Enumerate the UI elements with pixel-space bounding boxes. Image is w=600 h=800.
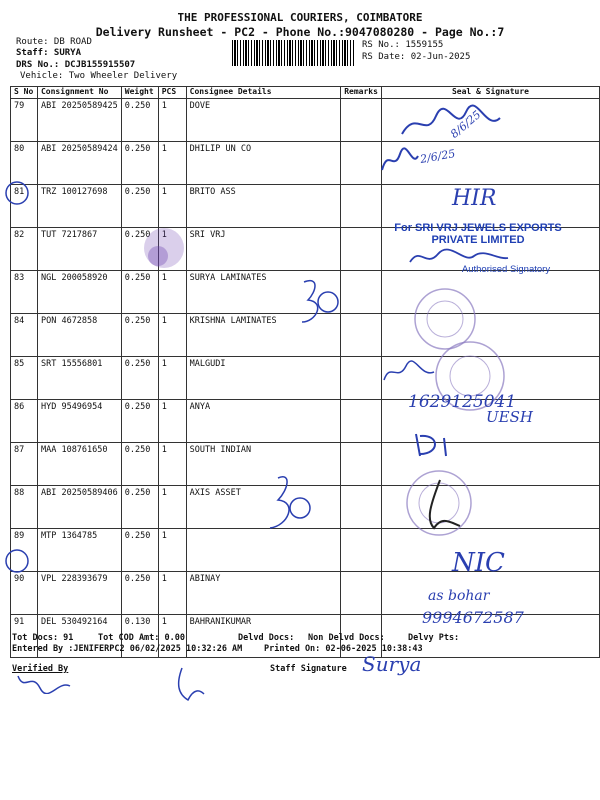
staff-signature-handwriting: Surya: [362, 652, 422, 676]
cell-consignee: ANYA: [186, 400, 341, 443]
route: Route: DB ROAD: [16, 37, 92, 47]
vehicle: Vehicle: Two Wheeler Delivery: [20, 71, 178, 81]
row84-signature-icon: [296, 272, 356, 332]
cell-consignee: SURYA LAMINATES: [186, 271, 341, 314]
total-cod: Tot COD Amt: 0.00: [98, 633, 185, 643]
row86-phone-handwriting: 1629125041: [408, 392, 517, 412]
table-header-row: [11, 87, 600, 99]
cell-consignee: SRI VRJ: [186, 228, 341, 271]
cell-consignee: KRISHNA LAMINATES: [186, 314, 341, 357]
cell-pcs: 1: [158, 572, 186, 615]
row91-name-handwriting: as bohar: [428, 588, 490, 604]
cell-cn: HYD 95496954: [37, 400, 121, 443]
cell-weight: 0.250: [121, 185, 158, 228]
ink-stamp-smudge-icon: [134, 218, 194, 278]
col-sno: S No: [11, 87, 38, 99]
cell-consignee: DOVE: [186, 99, 341, 142]
cell-pcs: 1: [158, 400, 186, 443]
cell-weight: 0.250: [121, 99, 158, 142]
cell-sno: 86: [11, 400, 38, 443]
cell-sno: 82: [11, 228, 38, 271]
cell-sno: 81: [11, 185, 38, 228]
cell-remarks: [341, 99, 382, 142]
cell-cn: NGL 200058920: [37, 271, 121, 314]
row90-circle-icon: [4, 548, 30, 574]
cell-sno: 91: [11, 615, 38, 658]
cell-remarks: [341, 185, 382, 228]
cell-pcs: 1: [158, 486, 186, 529]
cell-cn: PON 4672858: [37, 314, 121, 357]
cell-pcs: 1: [158, 271, 186, 314]
staff-signature-label: Staff Signature: [270, 664, 347, 674]
cell-cn: DEL 530492164: [37, 615, 121, 658]
col-remarks: Remarks: [341, 87, 382, 99]
row79-signature-icon: [396, 104, 506, 144]
cell-cn: TUT 7217867: [37, 228, 121, 271]
col-weight: Weight: [121, 87, 158, 99]
cell-sno: 88: [11, 486, 38, 529]
cell-weight: 0.250: [121, 486, 158, 529]
cell-pcs: 1: [158, 228, 186, 271]
cell-sno: 87: [11, 443, 38, 486]
cell-consignee: DHILIP UN CO: [186, 142, 341, 185]
cell-consignee: ABINAY: [186, 572, 341, 615]
cell-weight: 0.250: [121, 529, 158, 572]
cell-weight: 0.250: [121, 142, 158, 185]
cell-weight: 0.250: [121, 443, 158, 486]
col-pcs: PCS: [158, 87, 186, 99]
cell-consignee: MALGUDI: [186, 357, 341, 400]
col-consignment: Consignment No: [37, 87, 121, 99]
cell-consignee: BRITO ASS: [186, 185, 341, 228]
cell-weight: 0.250: [121, 314, 158, 357]
rs-date: RS Date: 02-Jun-2025: [362, 52, 471, 62]
cell-pcs: 1: [158, 314, 186, 357]
printed-on: Printed On: 02-06-2025 10:38:43: [264, 644, 423, 654]
company-title: THE PROFESSIONAL COURIERS, COIMBATORE: [177, 11, 423, 24]
cell-pcs: 1: [158, 142, 186, 185]
cell-cn: ABI 20250589406: [37, 486, 121, 529]
cell-pcs: 1: [158, 443, 186, 486]
cell-remarks: [341, 357, 382, 400]
cell-cn: ABI 20250589425: [37, 99, 121, 142]
row87-signature-icon: [410, 430, 470, 460]
drs-number: DRS No.: DCJB155915507: [16, 60, 136, 70]
cell-sno: 90: [11, 572, 38, 615]
row80-date-handwriting: 2/6/25: [419, 147, 457, 166]
cell-consignee: SOUTH INDIAN: [186, 443, 341, 486]
cell-pcs: 1: [158, 615, 186, 658]
cell-weight: 0.250: [121, 271, 158, 314]
delivery-points: Delvy Pts:: [408, 633, 460, 643]
row90-handwriting: NIC: [452, 548, 505, 578]
non-delivered-docs: Non Delvd Docs:: [308, 633, 385, 643]
verifier-signature-icon: [14, 670, 74, 694]
runsheet-table: [10, 86, 600, 658]
row81-handwriting: HIR: [452, 186, 497, 211]
cell-remarks: [341, 443, 382, 486]
cell-cn: ABI 20250589424: [37, 142, 121, 185]
cell-cn: SRT 15556801: [37, 357, 121, 400]
cell-weight: 0.130: [121, 615, 158, 658]
cell-remarks: [341, 486, 382, 529]
cell-sno: 85: [11, 357, 38, 400]
row89-signature-icon: [262, 470, 332, 540]
cell-pcs: 1: [158, 99, 186, 142]
cell-sno: 83: [11, 271, 38, 314]
barcode-icon: [232, 40, 354, 66]
runsheet-subtitle: Delivery Runsheet - PC2 - Phone No.:9047080280 - Page No.:7: [95, 25, 505, 39]
cell-cn: TRZ 100127698: [37, 185, 121, 228]
staff: Staff: SURYA: [16, 48, 82, 58]
stamp-company: For SRI VRJ JEWELS EXPORTS: [394, 222, 562, 234]
cell-cn: VPL 228393679: [37, 572, 121, 615]
cell-weight: 0.250: [121, 572, 158, 615]
verifier-second-signature-icon: [170, 664, 210, 704]
cell-cn: MAA 108761650: [37, 443, 121, 486]
row79-date-handwriting: 8/6/25: [447, 108, 484, 141]
cell-pcs: 1: [158, 357, 186, 400]
table-row: [11, 142, 600, 185]
row85-signature-icon: [380, 360, 440, 384]
delivered-docs: Delvd Docs:: [238, 633, 295, 643]
row86-name-handwriting: UESH: [486, 408, 533, 426]
table-row: [11, 99, 600, 142]
col-signature: Seal & Signature: [381, 87, 599, 99]
cell-remarks: [341, 529, 382, 572]
cell-sno: 84: [11, 314, 38, 357]
cell-weight: 0.250: [121, 228, 158, 271]
cell-remarks: [341, 400, 382, 443]
cell-remarks: [341, 142, 382, 185]
entered-by: Entered By :JENIFERPC2 06/02/2025 10:32:26 AM: [12, 644, 243, 654]
cell-sno: 79: [11, 99, 38, 142]
cell-consignee: BAHRANIKUMAR: [186, 615, 341, 658]
cell-weight: 0.250: [121, 357, 158, 400]
stamp-authorised: Authorised Signatory: [461, 264, 551, 275]
row81-circle-icon: [4, 180, 30, 206]
verified-by-label: Verified By: [12, 664, 69, 674]
cell-pcs: 1: [158, 529, 186, 572]
cell-weight: 0.250: [121, 400, 158, 443]
cell-sno: 80: [11, 142, 38, 185]
cell-cn: MTP 1364785: [37, 529, 121, 572]
cell-remarks: [341, 572, 382, 615]
stamp-company-line2: PRIVATE LIMITED: [431, 234, 525, 246]
row91-phone-handwriting: 9994672587: [422, 608, 524, 627]
row88-signature-icon: [420, 476, 470, 536]
cell-consignee: AXIS ASSET: [186, 486, 341, 529]
total-docs: Tot Docs: 91: [12, 633, 74, 643]
col-consignee: Consignee Details: [186, 87, 341, 99]
cell-pcs: 1: [158, 185, 186, 228]
cell-remarks: [341, 228, 382, 271]
rs-number: RS No.: 1559155: [362, 40, 444, 50]
cell-sno: 89: [11, 529, 38, 572]
